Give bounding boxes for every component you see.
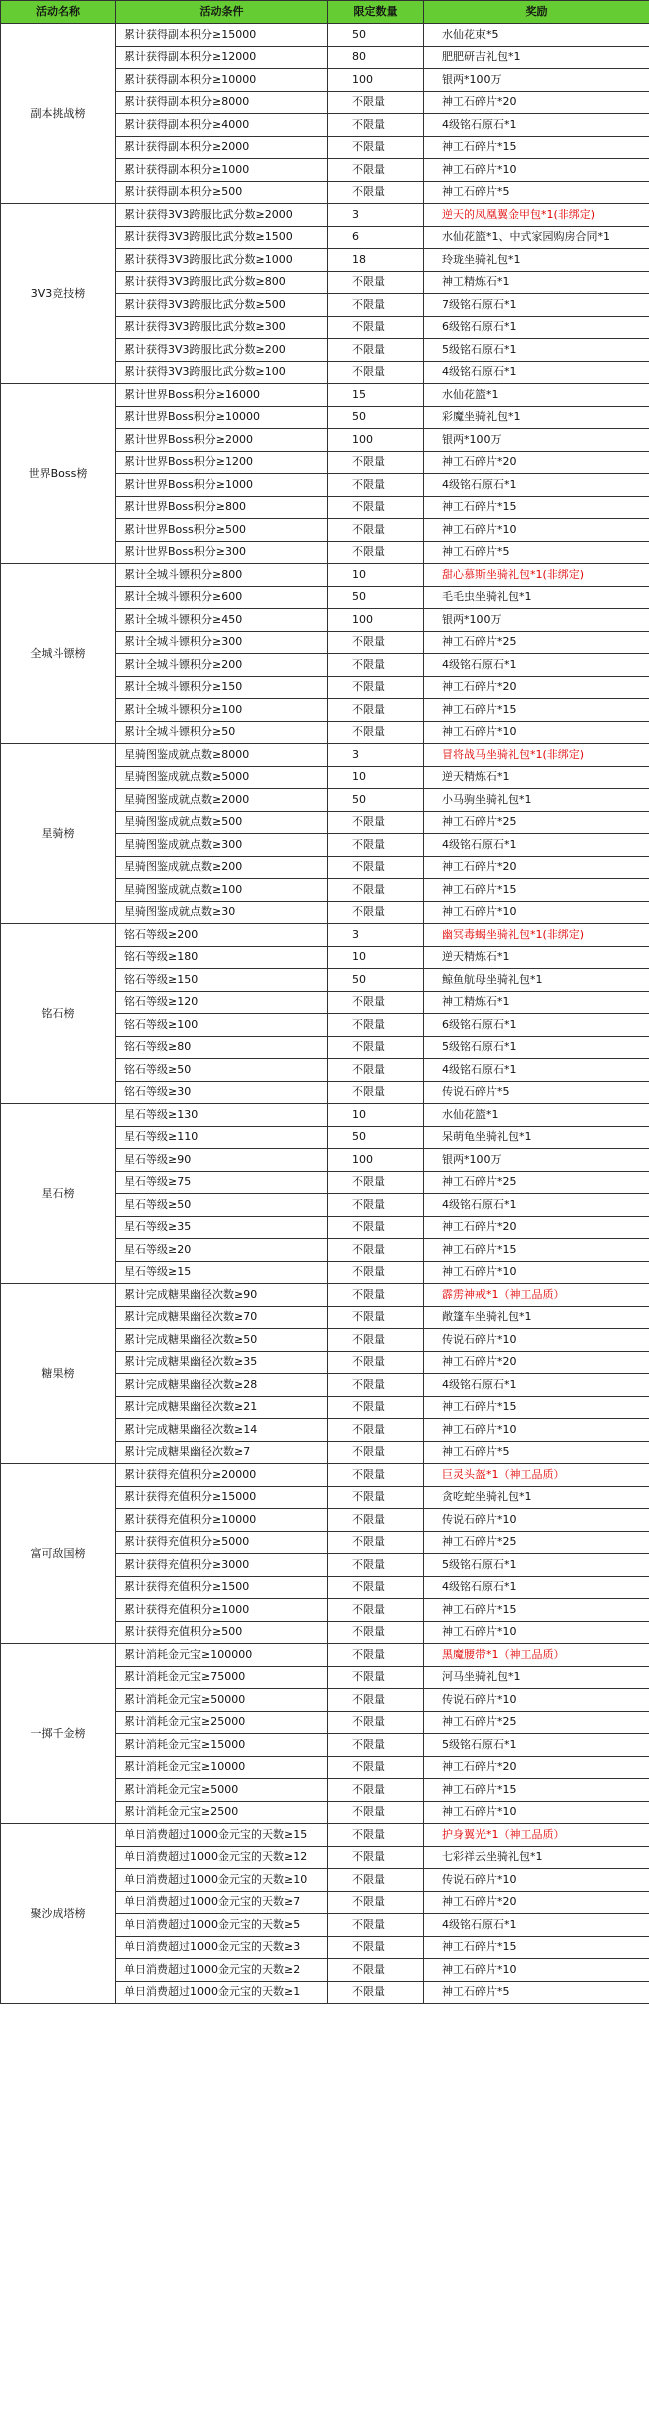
condition-cell: 累计全城斗镖积分≥600: [116, 586, 328, 609]
reward-cell: 神工石碎片*15: [424, 1599, 649, 1622]
reward-cell: 七彩祥云坐骑礼包*1: [424, 1846, 649, 1869]
reward-cell: 甜心慕斯坐骑礼包*1(非绑定): [424, 564, 649, 587]
limit-cell: 不限量: [328, 1396, 424, 1419]
header-reward: 奖励: [424, 1, 649, 24]
header-limit: 限定数量: [328, 1, 424, 24]
reward-cell: 神工石碎片*20: [424, 91, 649, 114]
limit-cell: 不限量: [328, 1936, 424, 1959]
table-row: [1, 744, 649, 767]
limit-cell: 不限量: [328, 1261, 424, 1284]
reward-cell: 5级铭石原石*1: [424, 1036, 649, 1059]
limit-cell: 不限量: [328, 1284, 424, 1307]
table-row: [1, 924, 649, 947]
reward-cell: 冒将战马坐骑礼包*1(非绑定): [424, 744, 649, 767]
condition-cell: 单日消费超过1000金元宝的天数≥10: [116, 1869, 328, 1892]
event-name-cell: 糖果榜: [1, 1284, 116, 1464]
reward-cell: 5级铭石原石*1: [424, 1554, 649, 1577]
condition-cell: 累计完成糖果幽径次数≥90: [116, 1284, 328, 1307]
limit-cell: 不限量: [328, 1824, 424, 1847]
reward-cell: 贪吃蛇坐骑礼包*1: [424, 1486, 649, 1509]
limit-cell: 3: [328, 204, 424, 227]
limit-cell: 不限量: [328, 1216, 424, 1239]
reward-cell: 逆天精炼石*1: [424, 946, 649, 969]
limit-cell: 不限量: [328, 316, 424, 339]
table-row: [1, 384, 649, 407]
reward-cell: 神工石碎片*5: [424, 181, 649, 204]
reward-cell: 神工石碎片*15: [424, 1396, 649, 1419]
reward-cell: 逆天的凤凰翼金甲包*1(非绑定): [424, 204, 649, 227]
condition-cell: 累计消耗金元宝≥100000: [116, 1644, 328, 1667]
condition-cell: 铭石等级≥150: [116, 969, 328, 992]
condition-cell: 单日消费超过1000金元宝的天数≥3: [116, 1936, 328, 1959]
condition-cell: 星石等级≥35: [116, 1216, 328, 1239]
condition-cell: 累计世界Boss积分≥300: [116, 541, 328, 564]
condition-cell: 累计消耗金元宝≥75000: [116, 1666, 328, 1689]
limit-cell: 不限量: [328, 1464, 424, 1487]
condition-cell: 累计完成糖果幽径次数≥7: [116, 1441, 328, 1464]
event-name-cell: 世界Boss榜: [1, 384, 116, 564]
condition-cell: 星石等级≥20: [116, 1239, 328, 1262]
reward-cell: 水仙花篮*1: [424, 1104, 649, 1127]
limit-cell: 50: [328, 1126, 424, 1149]
reward-cell: 玲珑坐骑礼包*1: [424, 249, 649, 272]
table-row: [1, 1104, 649, 1127]
condition-cell: 累计消耗金元宝≥25000: [116, 1711, 328, 1734]
limit-cell: 不限量: [328, 1756, 424, 1779]
limit-cell: 不限量: [328, 1014, 424, 1037]
reward-cell: 银两*100万: [424, 1149, 649, 1172]
condition-cell: 累计获得副本积分≥2000: [116, 136, 328, 159]
condition-cell: 星骑图鉴成就点数≥30: [116, 901, 328, 924]
reward-cell: 神工石碎片*15: [424, 1239, 649, 1262]
limit-cell: 不限量: [328, 271, 424, 294]
condition-cell: 累计完成糖果幽径次数≥21: [116, 1396, 328, 1419]
reward-cell: 呆萌龟坐骑礼包*1: [424, 1126, 649, 1149]
reward-cell: 神工石碎片*10: [424, 1621, 649, 1644]
limit-cell: 50: [328, 586, 424, 609]
reward-cell: 毛毛虫坐骑礼包*1: [424, 586, 649, 609]
reward-cell: 神工石碎片*15: [424, 1779, 649, 1802]
reward-cell: 水仙花束*5: [424, 24, 649, 47]
limit-cell: 不限量: [328, 1621, 424, 1644]
limit-cell: 不限量: [328, 1059, 424, 1082]
limit-cell: 10: [328, 766, 424, 789]
condition-cell: 星骑图鉴成就点数≥100: [116, 879, 328, 902]
limit-cell: 100: [328, 1149, 424, 1172]
limit-cell: 不限量: [328, 1734, 424, 1757]
limit-cell: 100: [328, 429, 424, 452]
condition-cell: 累计消耗金元宝≥15000: [116, 1734, 328, 1757]
condition-cell: 星骑图鉴成就点数≥2000: [116, 789, 328, 812]
limit-cell: 不限量: [328, 1351, 424, 1374]
limit-cell: 100: [328, 69, 424, 92]
condition-cell: 累计获得副本积分≥500: [116, 181, 328, 204]
condition-cell: 累计完成糖果幽径次数≥35: [116, 1351, 328, 1374]
condition-cell: 单日消费超过1000金元宝的天数≥2: [116, 1959, 328, 1982]
table-row: [1, 1464, 649, 1487]
limit-cell: 不限量: [328, 159, 424, 182]
condition-cell: 单日消费超过1000金元宝的天数≥5: [116, 1914, 328, 1937]
condition-cell: 累计获得充值积分≥1000: [116, 1599, 328, 1622]
limit-cell: 10: [328, 1104, 424, 1127]
header-row: [1, 1, 649, 24]
reward-cell: 神工石碎片*25: [424, 1171, 649, 1194]
limit-cell: 不限量: [328, 811, 424, 834]
reward-cell: 肥肥研吉礼包*1: [424, 46, 649, 69]
reward-cell: 传说石碎片*10: [424, 1329, 649, 1352]
table-body: [1, 24, 649, 2004]
reward-cell: 5级铭石原石*1: [424, 339, 649, 362]
condition-cell: 累计全城斗镖积分≥450: [116, 609, 328, 632]
limit-cell: 不限量: [328, 1981, 424, 2004]
reward-cell: 4级铭石原石*1: [424, 1059, 649, 1082]
reward-cell: 黑魔腰带*1（神工品质）: [424, 1644, 649, 1667]
reward-cell: 4级铭石原石*1: [424, 1914, 649, 1937]
reward-cell: 神工石碎片*25: [424, 1711, 649, 1734]
condition-cell: 累计获得副本积分≥1000: [116, 159, 328, 182]
limit-cell: 不限量: [328, 496, 424, 519]
reward-cell: 小马驹坐骑礼包*1: [424, 789, 649, 812]
condition-cell: 星石等级≥90: [116, 1149, 328, 1172]
table-row: [1, 1284, 649, 1307]
event-name-cell: 副本挑战榜: [1, 24, 116, 204]
limit-cell: 不限量: [328, 294, 424, 317]
reward-cell: 传说石碎片*10: [424, 1509, 649, 1532]
condition-cell: 累计世界Boss积分≥1000: [116, 474, 328, 497]
condition-cell: 累计获得副本积分≥15000: [116, 24, 328, 47]
limit-cell: 不限量: [328, 991, 424, 1014]
condition-cell: 累计完成糖果幽径次数≥70: [116, 1306, 328, 1329]
condition-cell: 星骑图鉴成就点数≥300: [116, 834, 328, 857]
reward-cell: 5级铭石原石*1: [424, 1734, 649, 1757]
condition-cell: 累计世界Boss积分≥2000: [116, 429, 328, 452]
limit-cell: 6: [328, 226, 424, 249]
condition-cell: 星骑图鉴成就点数≥5000: [116, 766, 328, 789]
condition-cell: 累计世界Boss积分≥1200: [116, 451, 328, 474]
limit-cell: 10: [328, 564, 424, 587]
condition-cell: 累计全城斗镖积分≥150: [116, 676, 328, 699]
condition-cell: 铭石等级≥100: [116, 1014, 328, 1037]
limit-cell: 不限量: [328, 1779, 424, 1802]
table-row: [1, 24, 649, 47]
event-name-cell: 星石榜: [1, 1104, 116, 1284]
limit-cell: 不限量: [328, 1689, 424, 1712]
reward-cell: 6级铭石原石*1: [424, 316, 649, 339]
reward-cell: 神工石碎片*15: [424, 699, 649, 722]
limit-cell: 不限量: [328, 654, 424, 677]
reward-cell: 敞篷车坐骑礼包*1: [424, 1306, 649, 1329]
limit-cell: 不限量: [328, 339, 424, 362]
condition-cell: 铭石等级≥180: [116, 946, 328, 969]
limit-cell: 50: [328, 24, 424, 47]
condition-cell: 累计全城斗镖积分≥300: [116, 631, 328, 654]
limit-cell: 不限量: [328, 1329, 424, 1352]
table-row: [1, 1824, 649, 1847]
limit-cell: 50: [328, 969, 424, 992]
condition-cell: 累计获得充值积分≥15000: [116, 1486, 328, 1509]
limit-cell: 不限量: [328, 721, 424, 744]
event-name-cell: 一掷千金榜: [1, 1644, 116, 1824]
reward-cell: 水仙花篮*1: [424, 384, 649, 407]
reward-cell: 神工石碎片*10: [424, 721, 649, 744]
condition-cell: 星石等级≥75: [116, 1171, 328, 1194]
reward-cell: 4级铭石原石*1: [424, 1576, 649, 1599]
limit-cell: 不限量: [328, 1801, 424, 1824]
reward-cell: 幽冥毒蝎坐骑礼包*1(非绑定): [424, 924, 649, 947]
condition-cell: 星石等级≥50: [116, 1194, 328, 1217]
limit-cell: 不限量: [328, 1554, 424, 1577]
reward-cell: 4级铭石原石*1: [424, 834, 649, 857]
limit-cell: 不限量: [328, 631, 424, 654]
limit-cell: 不限量: [328, 879, 424, 902]
condition-cell: 累计消耗金元宝≥2500: [116, 1801, 328, 1824]
limit-cell: 50: [328, 789, 424, 812]
table-header: [1, 1, 649, 24]
event-name-cell: 3V3竞技榜: [1, 204, 116, 384]
limit-cell: 不限量: [328, 1891, 424, 1914]
reward-cell: 神工石碎片*5: [424, 1981, 649, 2004]
reward-cell: 神工石碎片*15: [424, 136, 649, 159]
limit-cell: 不限量: [328, 1171, 424, 1194]
reward-cell: 河马坐骑礼包*1: [424, 1666, 649, 1689]
condition-cell: 累计完成糖果幽径次数≥50: [116, 1329, 328, 1352]
condition-cell: 累计获得副本积分≥4000: [116, 114, 328, 137]
condition-cell: 累计获得副本积分≥10000: [116, 69, 328, 92]
reward-cell: 6级铭石原石*1: [424, 1014, 649, 1037]
reward-cell: 神工石碎片*15: [424, 879, 649, 902]
condition-cell: 累计获得副本积分≥12000: [116, 46, 328, 69]
reward-cell: 护身翼光*1（神工品质）: [424, 1824, 649, 1847]
limit-cell: 不限量: [328, 1711, 424, 1734]
limit-cell: 不限量: [328, 1306, 424, 1329]
reward-cell: 霹雳神戒*1（神工品质）: [424, 1284, 649, 1307]
reward-cell: 传说石碎片*10: [424, 1869, 649, 1892]
reward-cell: 4级铭石原石*1: [424, 474, 649, 497]
reward-cell: 神工石碎片*10: [424, 159, 649, 182]
limit-cell: 80: [328, 46, 424, 69]
limit-cell: 不限量: [328, 1666, 424, 1689]
condition-cell: 累计获得3V3跨服比武分数≥200: [116, 339, 328, 362]
condition-cell: 累计获得充值积分≥10000: [116, 1509, 328, 1532]
reward-cell: 神工石碎片*20: [424, 1216, 649, 1239]
limit-cell: 3: [328, 744, 424, 767]
condition-cell: 星石等级≥110: [116, 1126, 328, 1149]
limit-cell: 不限量: [328, 1441, 424, 1464]
reward-cell: 7级铭石原石*1: [424, 294, 649, 317]
condition-cell: 累计完成糖果幽径次数≥28: [116, 1374, 328, 1397]
condition-cell: 星骑图鉴成就点数≥200: [116, 856, 328, 879]
reward-cell: 4级铭石原石*1: [424, 654, 649, 677]
condition-cell: 累计获得3V3跨服比武分数≥500: [116, 294, 328, 317]
condition-cell: 累计全城斗镖积分≥200: [116, 654, 328, 677]
reward-cell: 4级铭石原石*1: [424, 361, 649, 384]
reward-cell: 神工石碎片*20: [424, 1351, 649, 1374]
condition-cell: 累计获得3V3跨服比武分数≥1500: [116, 226, 328, 249]
condition-cell: 累计获得3V3跨服比武分数≥100: [116, 361, 328, 384]
condition-cell: 累计获得3V3跨服比武分数≥800: [116, 271, 328, 294]
limit-cell: 不限量: [328, 1486, 424, 1509]
condition-cell: 累计完成糖果幽径次数≥14: [116, 1419, 328, 1442]
header-event-name: 活动名称: [1, 1, 116, 24]
reward-cell: 神工石碎片*10: [424, 519, 649, 542]
condition-cell: 累计消耗金元宝≥10000: [116, 1756, 328, 1779]
limit-cell: 不限量: [328, 676, 424, 699]
table-row: [1, 204, 649, 227]
event-name-cell: 富可敌国榜: [1, 1464, 116, 1644]
reward-cell: 鲸鱼航母坐骑礼包*1: [424, 969, 649, 992]
condition-cell: 铭石等级≥80: [116, 1036, 328, 1059]
reward-cell: 银两*100万: [424, 69, 649, 92]
condition-cell: 铭石等级≥50: [116, 1059, 328, 1082]
reward-cell: 神工石碎片*25: [424, 811, 649, 834]
condition-cell: 累计获得副本积分≥8000: [116, 91, 328, 114]
condition-cell: 星骑图鉴成就点数≥8000: [116, 744, 328, 767]
condition-cell: 星石等级≥15: [116, 1261, 328, 1284]
limit-cell: 不限量: [328, 1509, 424, 1532]
limit-cell: 不限量: [328, 474, 424, 497]
reward-cell: 传说石碎片*5: [424, 1081, 649, 1104]
limit-cell: 不限量: [328, 91, 424, 114]
condition-cell: 铭石等级≥200: [116, 924, 328, 947]
limit-cell: 不限量: [328, 1194, 424, 1217]
condition-cell: 累计获得充值积分≥500: [116, 1621, 328, 1644]
reward-cell: 神工石碎片*10: [424, 1419, 649, 1442]
reward-cell: 神工石碎片*20: [424, 1891, 649, 1914]
limit-cell: 100: [328, 609, 424, 632]
reward-cell: 神工石碎片*10: [424, 901, 649, 924]
reward-cell: 银两*100万: [424, 429, 649, 452]
limit-cell: 50: [328, 406, 424, 429]
condition-cell: 铭石等级≥30: [116, 1081, 328, 1104]
condition-cell: 累计全城斗镖积分≥50: [116, 721, 328, 744]
limit-cell: 不限量: [328, 1959, 424, 1982]
event-name-cell: 星骑榜: [1, 744, 116, 924]
table-row: [1, 564, 649, 587]
reward-cell: 神工精炼石*1: [424, 991, 649, 1014]
limit-cell: 18: [328, 249, 424, 272]
condition-cell: 累计全城斗镖积分≥100: [116, 699, 328, 722]
limit-cell: 不限量: [328, 136, 424, 159]
condition-cell: 累计世界Boss积分≥500: [116, 519, 328, 542]
limit-cell: 不限量: [328, 1239, 424, 1262]
condition-cell: 累计获得充值积分≥3000: [116, 1554, 328, 1577]
condition-cell: 累计全城斗镖积分≥800: [116, 564, 328, 587]
condition-cell: 累计消耗金元宝≥5000: [116, 1779, 328, 1802]
condition-cell: 累计获得3V3跨服比武分数≥300: [116, 316, 328, 339]
reward-cell: 神工石碎片*20: [424, 1756, 649, 1779]
condition-cell: 累计世界Boss积分≥800: [116, 496, 328, 519]
condition-cell: 累计获得3V3跨服比武分数≥1000: [116, 249, 328, 272]
limit-cell: 不限量: [328, 1644, 424, 1667]
reward-cell: 银两*100万: [424, 609, 649, 632]
limit-cell: 不限量: [328, 519, 424, 542]
reward-cell: 神工石碎片*25: [424, 631, 649, 654]
limit-cell: 不限量: [328, 856, 424, 879]
limit-cell: 不限量: [328, 1914, 424, 1937]
condition-cell: 累计世界Boss积分≥16000: [116, 384, 328, 407]
condition-cell: 星石等级≥130: [116, 1104, 328, 1127]
reward-cell: 神工石碎片*20: [424, 451, 649, 474]
condition-cell: 累计获得充值积分≥20000: [116, 1464, 328, 1487]
reward-cell: 4级铭石原石*1: [424, 1374, 649, 1397]
table-row: [1, 1644, 649, 1667]
reward-cell: 神工石碎片*20: [424, 676, 649, 699]
limit-cell: 15: [328, 384, 424, 407]
reward-cell: 神工石碎片*5: [424, 541, 649, 564]
condition-cell: 铭石等级≥120: [116, 991, 328, 1014]
reward-cell: 神工石碎片*10: [424, 1801, 649, 1824]
limit-cell: 不限量: [328, 1081, 424, 1104]
condition-cell: 累计获得充值积分≥1500: [116, 1576, 328, 1599]
limit-cell: 不限量: [328, 181, 424, 204]
limit-cell: 不限量: [328, 1419, 424, 1442]
limit-cell: 不限量: [328, 834, 424, 857]
header-condition: 活动条件: [116, 1, 328, 24]
limit-cell: 不限量: [328, 361, 424, 384]
reward-cell: 4级铭石原石*1: [424, 114, 649, 137]
reward-cell: 4级铭石原石*1: [424, 1194, 649, 1217]
limit-cell: 不限量: [328, 1576, 424, 1599]
condition-cell: 累计获得充值积分≥5000: [116, 1531, 328, 1554]
condition-cell: 累计获得3V3跨服比武分数≥2000: [116, 204, 328, 227]
limit-cell: 不限量: [328, 901, 424, 924]
limit-cell: 不限量: [328, 114, 424, 137]
limit-cell: 不限量: [328, 1531, 424, 1554]
reward-cell: 逆天精炼石*1: [424, 766, 649, 789]
reward-cell: 传说石碎片*10: [424, 1689, 649, 1712]
condition-cell: 累计世界Boss积分≥10000: [116, 406, 328, 429]
limit-cell: 不限量: [328, 699, 424, 722]
reward-cell: 神工石碎片*10: [424, 1261, 649, 1284]
condition-cell: 单日消费超过1000金元宝的天数≥12: [116, 1846, 328, 1869]
limit-cell: 不限量: [328, 1036, 424, 1059]
limit-cell: 不限量: [328, 451, 424, 474]
event-name-cell: 全城斗镖榜: [1, 564, 116, 744]
reward-cell: 神工石碎片*15: [424, 496, 649, 519]
event-name-cell: 铭石榜: [1, 924, 116, 1104]
event-name-cell: 聚沙成塔榜: [1, 1824, 116, 2004]
condition-cell: 累计消耗金元宝≥50000: [116, 1689, 328, 1712]
reward-cell: 神工精炼石*1: [424, 271, 649, 294]
reward-cell: 神工石碎片*5: [424, 1441, 649, 1464]
limit-cell: 不限量: [328, 1599, 424, 1622]
limit-cell: 不限量: [328, 541, 424, 564]
limit-cell: 不限量: [328, 1374, 424, 1397]
limit-cell: 不限量: [328, 1846, 424, 1869]
reward-cell: 巨灵头盔*1（神工品质）: [424, 1464, 649, 1487]
limit-cell: 不限量: [328, 1869, 424, 1892]
reward-cell: 水仙花篮*1、中式家园购房合同*1: [424, 226, 649, 249]
reward-cell: 神工石碎片*10: [424, 1959, 649, 1982]
condition-cell: 单日消费超过1000金元宝的天数≥15: [116, 1824, 328, 1847]
condition-cell: 单日消费超过1000金元宝的天数≥1: [116, 1981, 328, 2004]
reward-cell: 彩魔坐骑礼包*1: [424, 406, 649, 429]
condition-cell: 星骑图鉴成就点数≥500: [116, 811, 328, 834]
reward-cell: 神工石碎片*15: [424, 1936, 649, 1959]
condition-cell: 单日消费超过1000金元宝的天数≥7: [116, 1891, 328, 1914]
limit-cell: 3: [328, 924, 424, 947]
limit-cell: 10: [328, 946, 424, 969]
reward-cell: 神工石碎片*25: [424, 1531, 649, 1554]
reward-cell: 神工石碎片*20: [424, 856, 649, 879]
